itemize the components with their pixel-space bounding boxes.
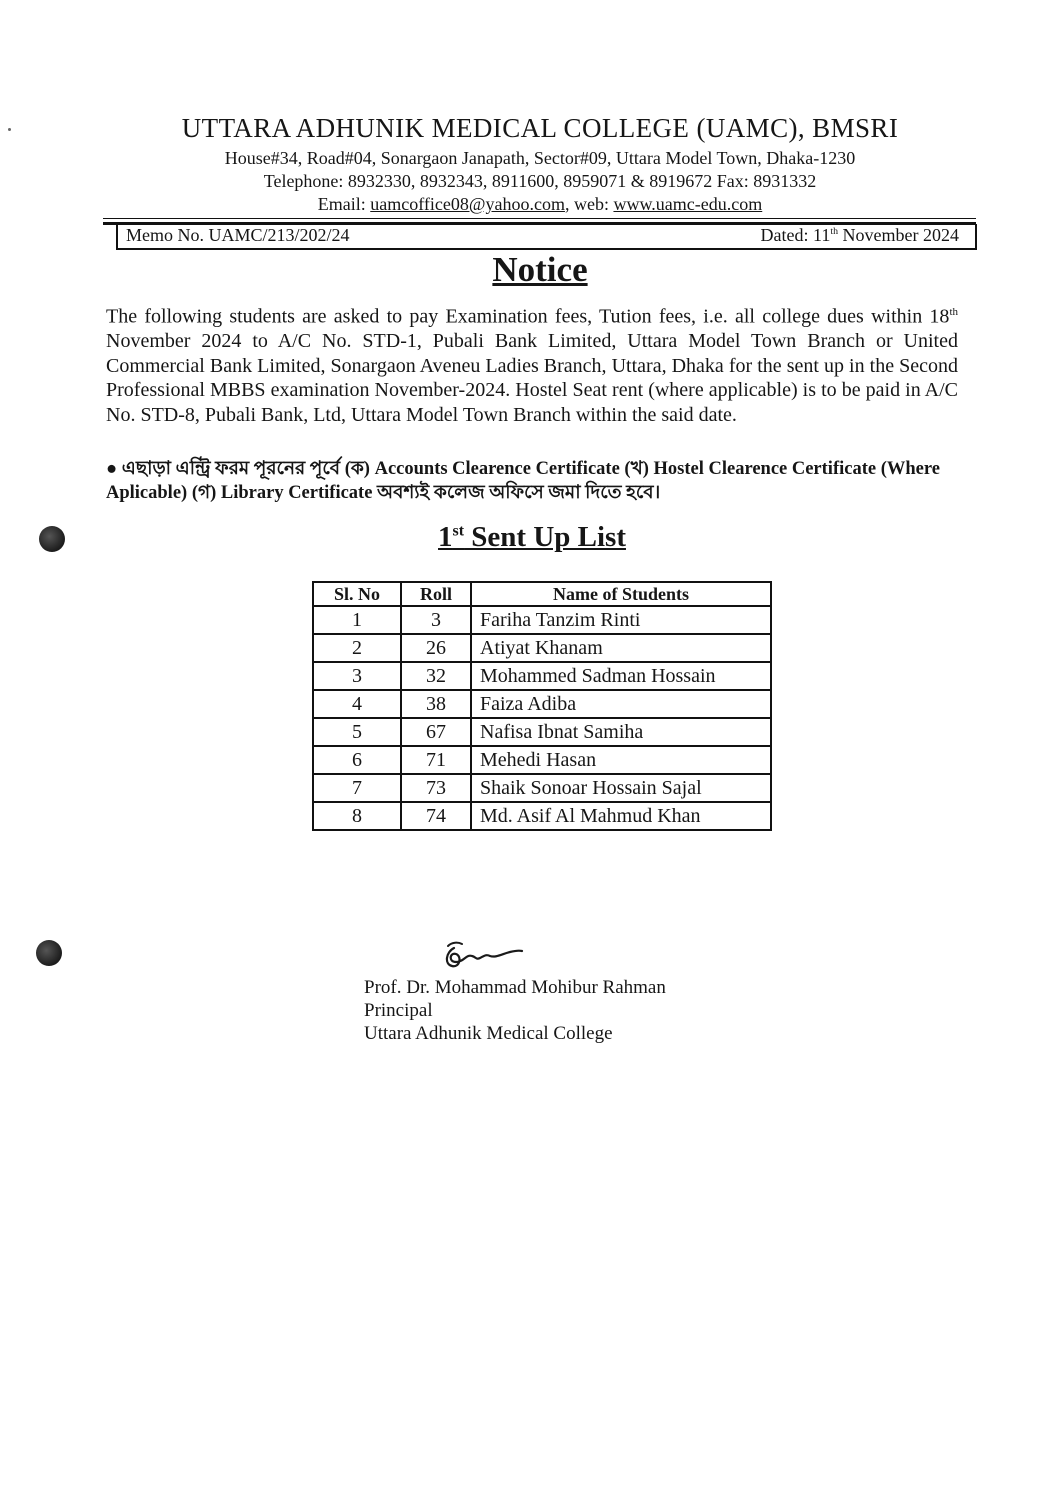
cell-name: Nafisa Ibnat Samiha <box>471 718 771 746</box>
memo-bar <box>116 224 977 250</box>
table-row <box>313 690 771 718</box>
cell-name: Mohammed Sadman Hossain <box>471 662 771 690</box>
notice-paragraph-sup: th <box>949 306 958 318</box>
notice-title: Notice <box>492 250 588 289</box>
header-sl-no: Sl. No <box>313 582 401 606</box>
cell-name: Mehedi Hasan <box>471 746 771 774</box>
cell-roll: 38 <box>401 690 471 718</box>
cell-roll: 32 <box>401 662 471 690</box>
memo-date <box>761 225 959 246</box>
table-row <box>313 718 771 746</box>
cell-name: Shaik Sonoar Hossain Sajal <box>471 774 771 802</box>
cell-roll: 74 <box>401 802 471 830</box>
notice-paragraph-part-1: The following students are asked to pay Examination fees, Tution fees, i.e. all college dues within 18 <box>106 305 950 328</box>
cell-name: Fariha Tanzim Rinti <box>471 606 771 634</box>
college-contact <box>0 194 1054 215</box>
cell-sl: 1 <box>313 606 401 634</box>
table-row <box>313 746 771 774</box>
cell-roll: 73 <box>401 774 471 802</box>
principal-signature <box>440 938 530 974</box>
sent-up-list-title <box>0 521 1054 554</box>
cell-sl: 8 <box>313 802 401 830</box>
table-row <box>313 774 771 802</box>
cell-name: Faiza Adiba <box>471 690 771 718</box>
college-name: UTTARA ADHUNIK MEDICAL COLLEGE (UAMC), BMSRI <box>181 113 899 143</box>
notice-paragraph-part-2: November 2024 to A/C No. STD-1, Pubali Bank Limited, Uttara Model Town Branch or United Commercial Bank Limited, Sonargaon Aveneu Ladies Branch, Uttara, Dhaka for the sent up in the Second Professional MBBS examination November-2024. Hostel Seat rent (where applicable) is to be paid in A/C No. STD-8, Pubali Bank, Ltd, Uttara Model Town Branch within the said date. <box>106 330 958 427</box>
web-label: , web: <box>564 194 614 214</box>
memo-date-suffix: November 2024 <box>838 225 959 245</box>
cell-roll: 71 <box>401 746 471 774</box>
list-title-text: Sent Up List <box>464 521 626 553</box>
email-label: Email: <box>317 194 371 214</box>
header-rule-thin <box>103 218 976 219</box>
cell-roll: 26 <box>401 634 471 662</box>
cell-sl: 3 <box>313 662 401 690</box>
signatory-block <box>364 976 666 1045</box>
cell-sl: 7 <box>313 774 401 802</box>
memo-date-prefix: Dated: 11 <box>760 225 831 245</box>
memo-number: Memo No. UAMC/213/202/24 <box>126 225 350 245</box>
college-telephone: Telephone: 8932330, 8932343, 8911600, 8959071 & 8919672 Fax: 8931332 <box>263 171 817 191</box>
punch-hole-bottom <box>36 940 62 966</box>
cell-sl: 4 <box>313 690 401 718</box>
cell-sl: 6 <box>313 746 401 774</box>
cell-sl: 5 <box>313 718 401 746</box>
notice-paragraph <box>106 300 958 428</box>
header-roll: Roll <box>401 582 471 606</box>
table-row <box>313 634 771 662</box>
table-row <box>313 802 771 830</box>
cell-name: Atiyat Khanam <box>471 634 771 662</box>
list-title-sup: st <box>452 522 465 540</box>
signatory-name: Prof. Dr. Mohammad Mohibur Rahman <box>364 977 666 998</box>
cell-sl: 2 <box>313 634 401 662</box>
cell-roll: 67 <box>401 718 471 746</box>
college-address: House#34, Road#04, Sonargaon Janapath, Sector#09, Uttara Model Town, Dhaka-1230 <box>224 148 856 168</box>
table-header-row <box>313 582 771 606</box>
signatory-org: Uttara Adhunik Medical College <box>364 1023 613 1044</box>
web-link[interactable]: www.uamc-edu.com <box>613 194 763 214</box>
signatory-title: Principal <box>364 1000 433 1021</box>
notice-bullet: ● এছাড়া এন্ট্রি ফরম পূরনের পূর্বে (ক) Accounts Clearence Certificate (খ) Hostel Clearence Certificate (Where Aplicable) (গ) Library Certificate অবশ্যই কলেজ অফিসে জমা দিতে হবে। <box>106 459 940 503</box>
students-table <box>312 581 772 831</box>
email-link[interactable]: uamcoffice08@yahoo.com <box>370 194 565 214</box>
list-title-number: 1 <box>438 521 453 553</box>
header-name: Name of Students <box>471 582 771 606</box>
table-row <box>313 662 771 690</box>
cell-roll: 3 <box>401 606 471 634</box>
memo-date-sup: th <box>830 226 839 237</box>
cell-name: Md. Asif Al Mahmud Khan <box>471 802 771 830</box>
table-row <box>313 606 771 634</box>
